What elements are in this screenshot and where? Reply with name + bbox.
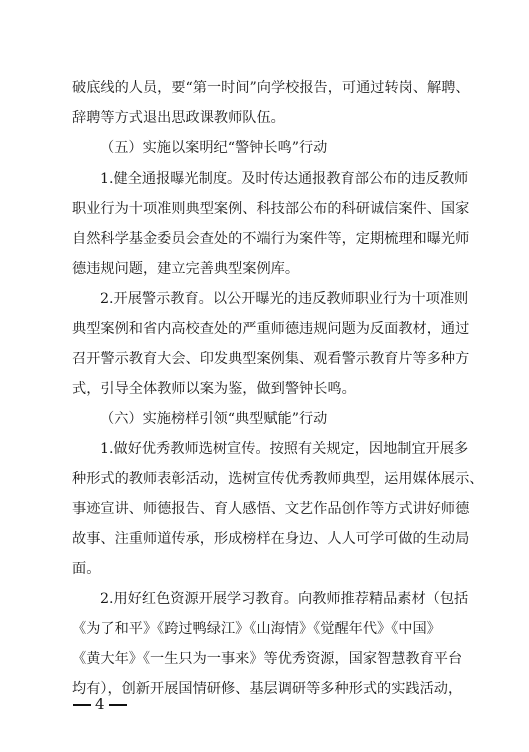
page-number-value: 4 bbox=[95, 695, 105, 713]
paragraph-line: 2.用好红色资源开展学习教育。向教师推荐精品素材（包括 bbox=[100, 591, 469, 607]
page-number bbox=[69, 694, 131, 714]
section-heading: （六）实施榜样引领“典型赋能”行动 bbox=[100, 411, 328, 427]
paragraph-line: 《为了和平》《跨过鸭绿江》《山海情》《觉醒年代》《中国》 bbox=[72, 621, 441, 637]
paragraph-line: 故事、注重师道传承，形成榜样在身边、人人可学可做的生动局 bbox=[72, 531, 470, 547]
dash-left bbox=[73, 704, 91, 706]
paragraph-line: 典型案例和省内高校查处的严重师德违规问题为反面教材，通过 bbox=[72, 321, 470, 337]
paragraph-line: 种形式的教师表彰活动，选树宣传优秀教师典型，运用媒体展示、 bbox=[72, 471, 484, 487]
paragraph-line: 面。 bbox=[72, 561, 101, 577]
paragraph-line: 事迹宣讲、师德报告、育人感悟、文艺作品创作等方式讲好师德 bbox=[72, 501, 470, 517]
paragraph-line: 德违规问题，建立完善典型案例库。 bbox=[72, 261, 300, 277]
paragraph-line: 1.健全通报曝光制度。及时传达通报教育部公布的违反教师 bbox=[100, 171, 469, 187]
dash-right bbox=[109, 704, 127, 706]
paragraph-line: 《黄大年》《一生只为一事来》等优秀资源，国家智慧教育平台 bbox=[72, 651, 463, 667]
paragraph-line: 辞聘等方式退出思政课教师队伍。 bbox=[72, 110, 285, 126]
paragraph-line: 式，引导全体教师以案为鉴，做到警钟长鸣。 bbox=[72, 381, 356, 397]
paragraph-line: 破底线的人员，要“第一时间”向学校报告，可通过转岗、解聘、 bbox=[72, 80, 470, 96]
paragraph-line: 均有），创新开展国情研修、基层调研等多种形式的实践活动， bbox=[72, 681, 463, 697]
paragraph-line: 2.开展警示教育。以公开曝光的违反教师职业行为十项准则 bbox=[100, 291, 469, 307]
section-heading: （五）实施以案明纪“警钟长鸣”行动 bbox=[100, 140, 328, 156]
paragraph-line: 职业行为十项准则典型案例、科技部公布的科研诚信案件、国家 bbox=[72, 201, 470, 217]
paragraph-line: 召开警示教育大会、印发典型案例集、观看警示教育片等多种方 bbox=[72, 351, 470, 367]
paragraph-line: 自然科学基金委员会查处的不端行为案件等，定期梳理和曝光师 bbox=[72, 231, 470, 247]
paragraph-line: 1.做好优秀教师选树宣传。按照有关规定，因地制宜开展多 bbox=[100, 441, 469, 457]
